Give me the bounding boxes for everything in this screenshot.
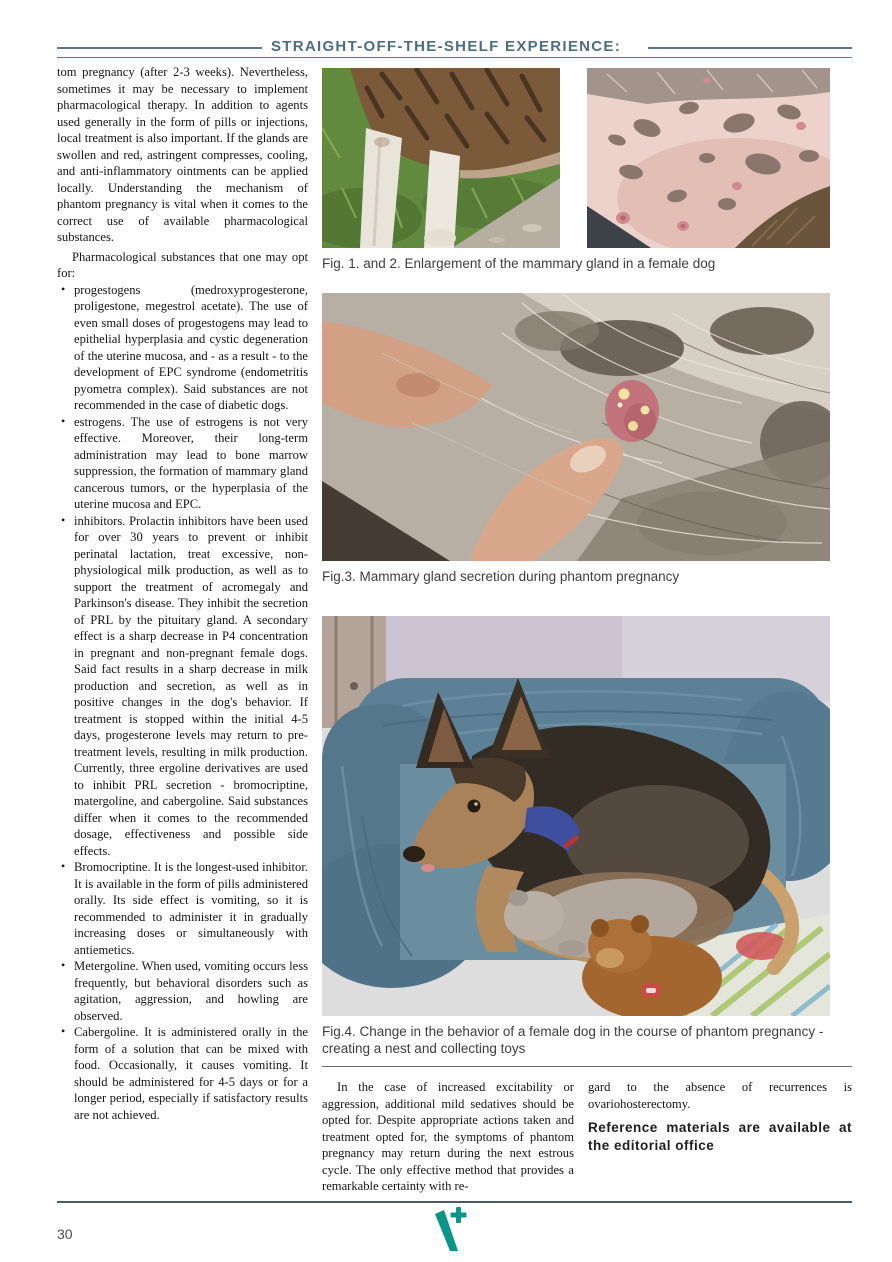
page-header-title: STRAIGHT-OFF-THE-SHELF EXPERIENCE: xyxy=(270,38,622,55)
closing-column-1 xyxy=(322,1079,574,1195)
figure-4-photo xyxy=(322,616,830,1016)
caption-fig-4: Fig.4. Change in the behavior of a female dog in the course of phantom pregnancy - creating a nest and collecting toys xyxy=(322,1024,824,1056)
substances-list xyxy=(57,282,308,1124)
footer-rule xyxy=(57,1201,852,1203)
intro-paragraph: tom pregnancy (after 2-3 weeks). Nevertheless, sometimes it may be necessary to implement pharmacological therapy. In addition to agents used generally in the form of pills or injections, local treatment is also important. If the glands are swollen and red, astringent compresses, cooling, and anti-inflammatory ointments can be applied locally. Understanding the mechanism of phantom pregnancy is vital when it comes to the correct use of available pharmacological substances. xyxy=(57,65,308,244)
list-item-progestogens: • progestogens (medroxyprogesterone, proligestone, megestrol acetate). The use of even small doses of progestogens may lead to epithelial hyperplasia and cystic degeneration of the uterine mucosa, and - as a result - to the development of EPC syndrome (endometritis pyometra complex). Said substances are not recommended in the case of diabetic dogs. xyxy=(74,282,308,414)
publisher-logo-icon xyxy=(428,1207,468,1253)
figure-2-photo xyxy=(587,68,830,248)
header-rule-full xyxy=(57,57,852,58)
list-item-metergoline: • Metergoline. When used, vomiting occurs less frequently, but behavioral disorders such as agitation, aggression, and howling are observed. xyxy=(74,958,308,1024)
list-item-bromocriptine: • Bromocriptine. It is the longest-used inhibitor. It is available in the form of pills administered orally. Its side effect is vomiting, so it is recommended to administer it in gradually increasing doses or simultaneously with antiemetics. xyxy=(74,859,308,958)
page-number: 30 xyxy=(57,1226,73,1242)
closing-paragraph-2: gard to the absence of recurrences is ovariohosterectomy. xyxy=(588,1080,852,1111)
caption-fig-1-2: Fig. 1. and 2. Enlargement of the mammary gland in a female dog xyxy=(322,256,716,271)
lead-in-paragraph: Pharmacological substances that one may opt for: xyxy=(57,249,308,280)
article-left-column xyxy=(57,64,308,1195)
header-rule-right xyxy=(648,47,852,49)
article-body xyxy=(57,64,852,1195)
section-divider xyxy=(322,1066,852,1067)
closing-paragraph-1: In the case of increased excitability or aggression, additional mild sedatives should be opted for. Despite appropriate actions taken and treatment opted for, the symptoms of phantom pregnancy may return during the next estrous cycle. The only effective method that provides a remarkable certainty with re- xyxy=(322,1080,574,1193)
figure-3-photo xyxy=(322,293,830,561)
reference-note: Reference materials are available at the editorial office xyxy=(588,1120,852,1153)
figure-1-photo xyxy=(322,68,560,248)
header-rule-left xyxy=(57,47,262,49)
list-item-estrogens: • estrogens. The use of estrogens is not very effective. Moreover, their long-term administration may lead to bone marrow suppression, the formation of mammary gland cancerous tumors, or the hyperplasia of the uterine mucosa and EPC. xyxy=(74,414,308,513)
closing-column-2 xyxy=(588,1079,852,1195)
caption-fig-3: Fig.3. Mammary gland secretion during phantom pregnancy xyxy=(322,569,680,584)
list-item-inhibitors: • inhibitors. Prolactin inhibitors have been used for over 30 years to prevent or inhibit perinatal lactation, treat excessive, non-physiological milk production, as well as to support the treatment of acromegaly and Parkinson's disease. They inhibit the secretion of PRL by the pituitary gland. A secondary effect is a sharp decrease in P4 concentration in pregnant and non-pregnant female dogs. Said fact results in a sharp decrease in milk production and secretion, as well as in positive changes in the dog's behavior. If treatment is stopped within the initial 4-5 days, progesterone levels may return to pre-treatment levels, resulting in milk production. Currently, three ergoline derivatives are used to inhibit PRL secretion - bromocriptine, matergoline, and cabergoline. Said substances differ when it comes to the recommended dosage, effectiveness and possible side effects. xyxy=(74,513,308,860)
closing-text xyxy=(322,1079,852,1195)
list-item-cabergoline: • Cabergoline. It is administered orally in the form of a solution that can be mixed with food. Occasionally, it causes vomiting. It should be administered for 4-5 days or for a longer period, especially if satisfactory results are not achieved. xyxy=(74,1024,308,1123)
figure-row-1-2 xyxy=(322,68,830,248)
article-figure-column xyxy=(322,64,852,1195)
